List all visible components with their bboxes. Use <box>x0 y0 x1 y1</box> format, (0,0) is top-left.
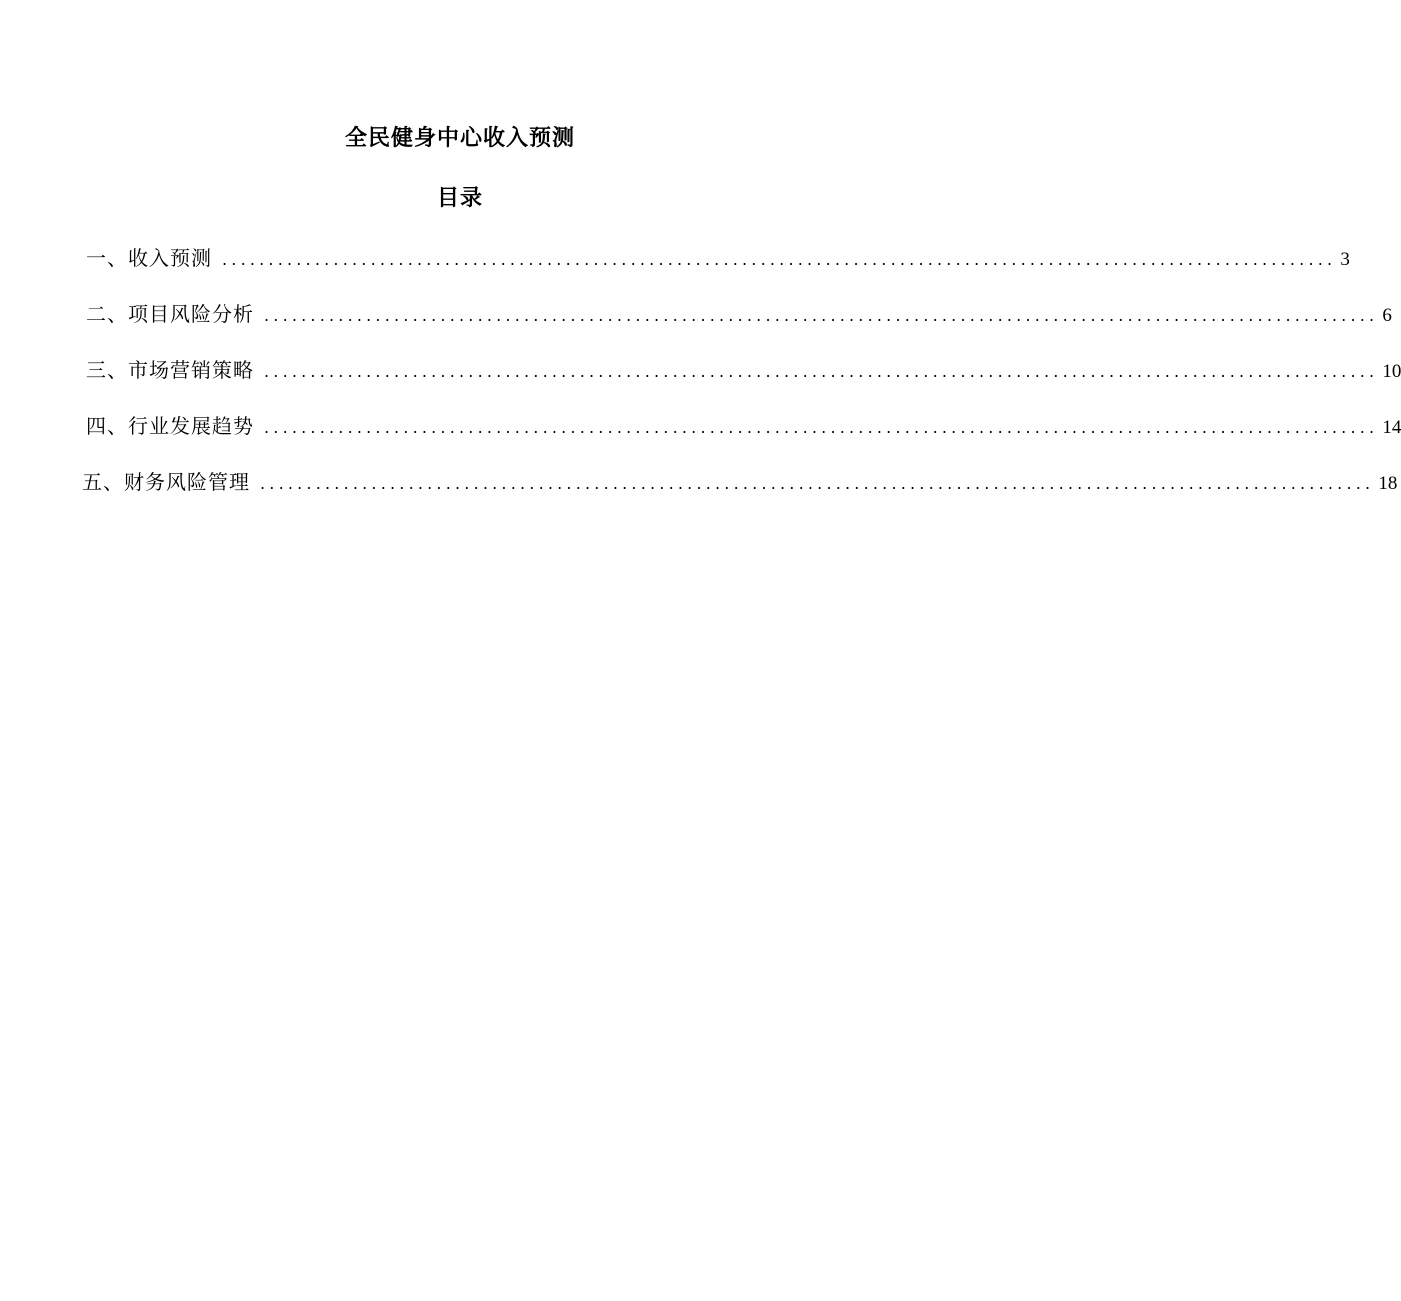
toc-entry-page-number: 14 <box>1382 417 1401 438</box>
toc-entry-label: 四、行业发展趋势 <box>86 414 254 438</box>
toc-entry-revenue-forecast[interactable] <box>86 242 1350 274</box>
toc-entry-page-number: 3 <box>1340 249 1350 270</box>
toc-dot-leader: ........................................................................................................................ <box>264 306 1379 325</box>
toc-entry-page-number: 6 <box>1382 305 1392 326</box>
toc-entry-label: 五、财务风险管理 <box>82 470 250 494</box>
toc-heading: 目录 <box>436 186 483 211</box>
toc-entry-label: 三、市场营销策略 <box>86 358 254 382</box>
toc-entry-financial-risk-management[interactable] <box>82 466 1398 498</box>
toc-entry-page-number: 18 <box>1378 473 1398 494</box>
toc-dot-leader: ........................................................................................................................ <box>222 250 1337 269</box>
toc-entry-label: 一、收入预测 <box>86 246 212 270</box>
toc-dot-leader: ........................................................................................................................ <box>260 474 1375 493</box>
toc-dot-leader: ........................................................................................................................ <box>264 418 1379 437</box>
toc-entry-page-number: 10 <box>1382 361 1401 382</box>
toc-entry-industry-trends[interactable] <box>86 410 1401 442</box>
toc-entry-project-risk-analysis[interactable] <box>86 298 1392 330</box>
toc-entry-marketing-strategy[interactable] <box>86 354 1401 386</box>
toc-dot-leader: ........................................................................................................................ <box>264 362 1379 381</box>
toc-entry-label: 二、项目风险分析 <box>86 302 254 326</box>
document-title: 全民健身中心收入预测 <box>344 126 575 151</box>
